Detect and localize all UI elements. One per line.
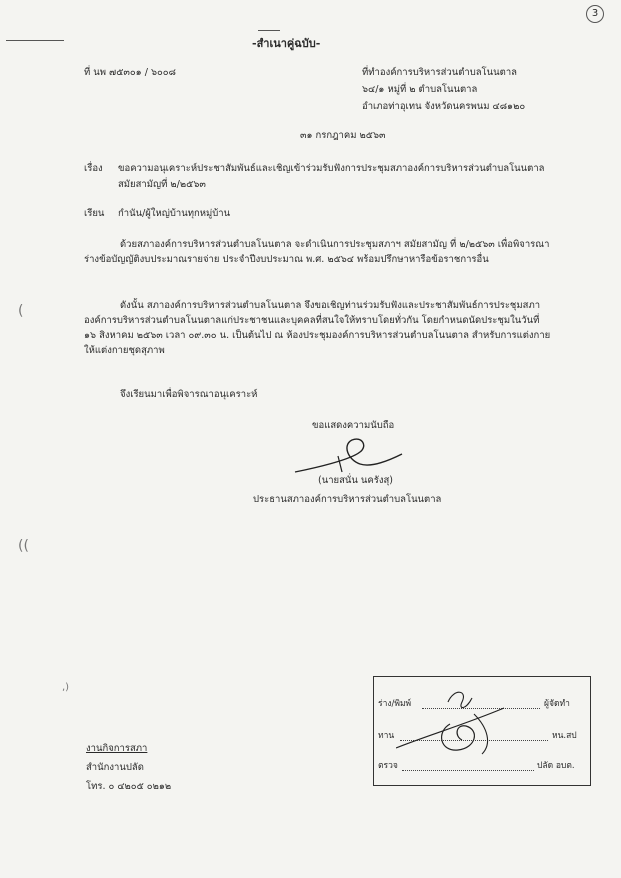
approval-row2-label: ทาน <box>378 731 395 741</box>
subject-label: เรื่อง <box>84 163 103 174</box>
copy-mark: -สำเนาคู่ฉบับ- <box>252 37 321 50</box>
signature-scribble <box>290 430 410 480</box>
scan-line-top-center <box>258 30 280 31</box>
regards: ขอแสดงความนับถือ <box>312 420 395 431</box>
page-number-circle: 3 <box>586 5 604 23</box>
recipient-value: กำนัน/ผู้ใหญ่บ้านทุกหมู่บ้าน <box>118 208 231 219</box>
recipient-label: เรียน <box>84 208 105 219</box>
punch-hole-mark: ( <box>18 303 24 319</box>
signer-position: ประธานสภาองค์การบริหารส่วนตำบลโนนตาล <box>253 494 442 505</box>
closing-line: จึงเรียนมาเพื่อพิจารณาอนุเคราะห์ <box>120 389 258 400</box>
approval-row3-line <box>402 770 534 771</box>
body-paragraph-1: ด้วยสภาองค์การบริหารส่วนตำบลโนนตาล จะดำเนินการประชุมสภาฯ สมัยสามัญ ที่ ๒/๒๕๖๓ เพื่อพิจารณาร่างข้อบัญญัติงบประมาณรายจ่าย ประจำปีงบประมาณ พ.ศ. ๒๕๖๔ พร้อมปรึกษาหารือข้อราชการอื่น <box>84 239 550 265</box>
punch-hole-mark: (( <box>18 538 29 554</box>
document-date: ๓๑ กรกฎาคม ๒๕๖๓ <box>300 130 386 141</box>
scan-line-top-left <box>6 40 64 41</box>
subject-line2: สมัยสามัญที่ ๒/๒๕๖๓ <box>118 179 206 190</box>
footer-department: งานกิจการสภา <box>86 743 148 754</box>
sender-address-line2: อำเภอท่าอุเทน จังหวัดนครพนม ๔๘๑๒๐ <box>362 101 526 112</box>
approval-row1-role: ผู้จัดทำ <box>544 699 570 709</box>
body-paragraph-2: ดังนั้น สภาองค์การบริหารส่วนตำบลโนนตาล จึงขอเชิญท่านร่วมรับฟังและประชาสัมพันธ์การประชุมสภาองค์การบริหารส่วนตำบลโนนตาลแก่ประชาชนและบุคคลที่สนใจให้ทราบโดยทั่วกัน โดยกำหนดนัดประชุมในวันที่ ๑๖ สิงหาคม ๒๕๖๓ เวลา ๐๙.๓๐ น. เป็นต้นไป ณ ห้องประชุมองค์การบริหารส่วนตำบลโนนตาล สำหรับการแต่งกายให้แต่งกายชุดสุภาพ <box>84 300 551 356</box>
signer-name: (นายสนั่น นครังสุ) <box>318 475 394 486</box>
sender-org: ที่ทำองค์การบริหารส่วนตำบลโนนตาล <box>362 67 517 78</box>
approval-row3-role: ปลัด อบต. <box>537 761 575 771</box>
subject-line1: ขอความอนุเคราะห์ประชาสัมพันธ์และเชิญเข้าร่วมรับฟังการประชุมสภาองค์การบริหารส่วนตำบลโนนตาล <box>118 163 545 174</box>
footer-phone: โทร. ๐ ๔๒๐๕ ๐๒๑๒ <box>86 781 172 792</box>
punch-hole-mark: ,) <box>62 682 70 693</box>
approval-row2-role: หน.สป <box>552 731 577 741</box>
approval-row3-label: ตรวจ <box>378 761 398 771</box>
document-number: ที่ นพ ๗๕๓๐๑ / ๖๐๐๘ <box>84 67 176 78</box>
initials-scribble <box>396 684 516 764</box>
approval-row1-label: ร่าง/พิมพ์ <box>378 699 412 709</box>
sender-address-line1: ๖๔/๑ หมู่ที่ ๒ ตำบลโนนตาล <box>362 84 478 95</box>
footer-office: สำนักงานปลัด <box>86 762 144 773</box>
